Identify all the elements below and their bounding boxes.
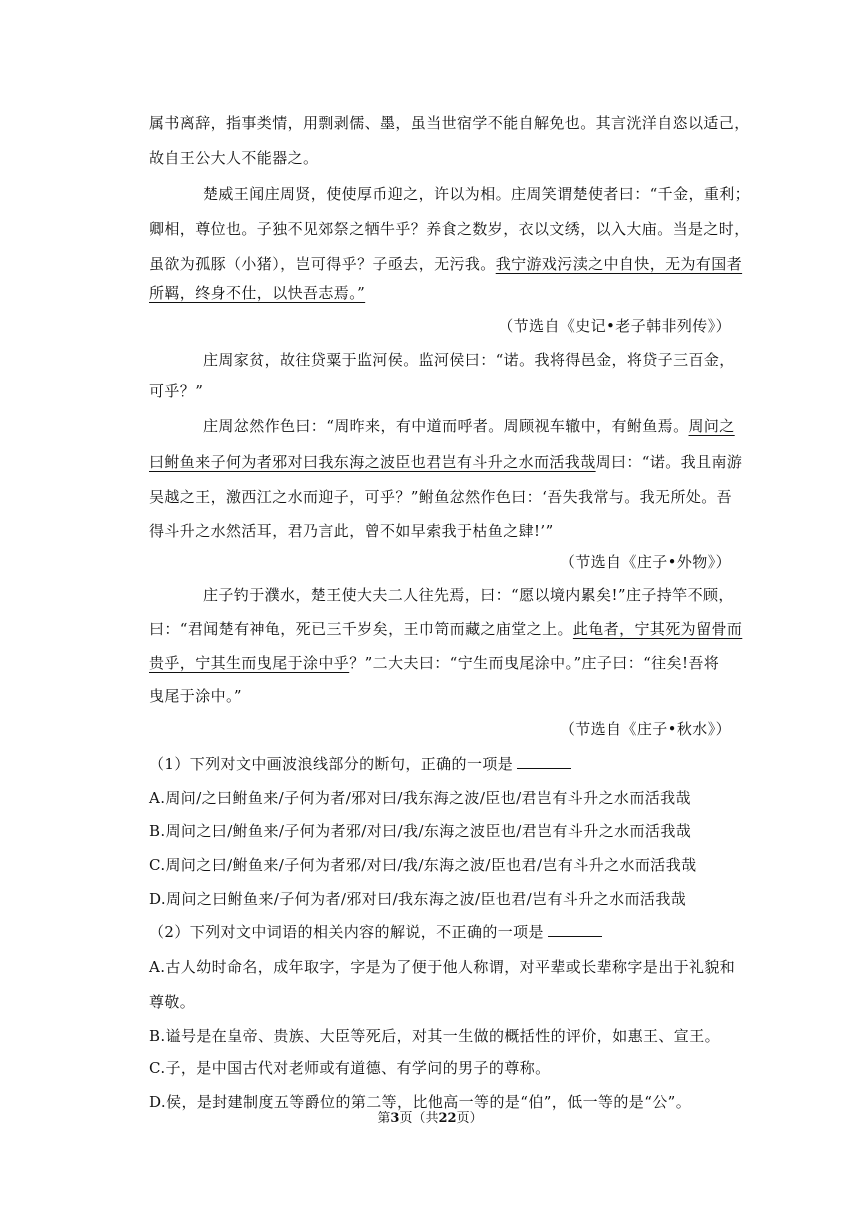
- text-line: 故自王公大人不能器之。: [149, 149, 319, 167]
- text-span: 周曰：“诺。我且南游: [595, 453, 743, 471]
- underlined-text: 此龟者，宁其死为留骨而: [572, 620, 743, 638]
- text-span: ？”二大夫曰：“宁生而曳尾涂中。”庄子曰：“往矣!吾将: [349, 654, 720, 672]
- footer-text: 第: [377, 1111, 391, 1126]
- option-d: D.侯，是封建制度五等爵位的第二等，比他高一等的是“伯”，低一等的是“公”。: [149, 1093, 692, 1111]
- text-line: 吴越之王，激西江之水而迎子，可乎？”鲋鱼忿然作色曰：‘吾失我常与。我无所处。吾: [149, 488, 733, 506]
- text-line: 曳尾于涂中。”: [149, 687, 242, 705]
- page-number: 3: [390, 1111, 400, 1126]
- option-d: D.周问之曰鲋鱼来/子何为者/邪对曰/我东海之波/臣也君/岂有斗升之水而活我哉: [149, 890, 687, 908]
- underlined-text: 所羁，终身不仕，以快吾志焉。”: [149, 284, 366, 302]
- answer-blank[interactable]: [517, 754, 571, 769]
- option-c: C.子，是中国古代对老师或有道德、有学问的男子的尊称。: [149, 1059, 551, 1077]
- total-pages: 22: [438, 1111, 457, 1126]
- source-citation: （节选自《庄子•外物》）: [559, 553, 731, 571]
- text-line: 可乎？”: [149, 382, 204, 400]
- option-b: B.周问之曰/鲋鱼来/子何为者邪/对曰/我/东海之波臣也/君岂有斗升之水而活我哉: [149, 822, 692, 840]
- question-text: （1）下列对文中画波浪线部分的断句，正确的一项是: [149, 755, 514, 773]
- underlined-text: 周问之: [688, 417, 735, 435]
- text-line: 楚威王闻庄周贤，使使厚币迎之，许以为相。庄周笑谓楚使者曰：“千金，重利；: [203, 185, 751, 203]
- question-1-stem: [149, 754, 731, 774]
- text-line: 庄子钓于濮水，楚王使大夫二人往先焉，曰：“愿以境内累矣!”庄子持竿不顾，: [203, 586, 734, 604]
- text-line: [149, 283, 731, 303]
- question-text: （2）下列对文中词语的相关内容的解说，不正确的一项是: [149, 923, 544, 941]
- question-2-stem: [149, 922, 731, 942]
- text-line: 庄周家贫，故往贷粟于监河侯。监河侯曰：“诺。我将得邑金，将贷子三百金，: [203, 351, 735, 369]
- text-line: 得斗升之水然活耳，君乃言此，曾不如早索我于枯鱼之肆!’”: [149, 522, 554, 540]
- footer-text: 页）: [456, 1111, 483, 1126]
- option-b: B.谥号是在皇帝、贵族、大臣等死后，对其一生做的概括性的评价，如惠王、宣王。: [149, 1027, 720, 1045]
- text-line: 属书离辞，指事类情，用剽剥儒、墨，虽当世宿学不能自解免也。其言洸洋自恣以适己，: [149, 114, 750, 132]
- text-span: 虽欲为孤豚（小猪），岂可得乎？子亟去，无污我。: [149, 255, 496, 273]
- underlined-text: 曰鲋鱼来子何为者邪对曰我东海之波臣也君岂有斗升之水而活我哉: [149, 453, 596, 471]
- text-line: [149, 254, 743, 274]
- text-line: [203, 416, 735, 436]
- underlined-text: 我宁游戏污渎之中自快，无为有国者: [495, 255, 743, 273]
- option-a: A.周问/之曰鲋鱼来/子何为者/邪对曰/我东海之波/臣也/君岂有斗升之水而活我哉: [149, 789, 691, 807]
- text-span: 庄周忿然作色曰：“周昨来，有中道而呼者。周顾视车辙中，有鲋鱼焉。: [203, 417, 689, 435]
- underlined-text: 贵乎，宁其生而曳尾于涂中乎: [149, 654, 350, 672]
- text-span: 曰：“君闻楚有神龟，死已三千岁矣，王巾笥而藏之庙堂之上。: [149, 620, 573, 638]
- option-a: A.古人幼时命名，成年取字，字是为了便于他人称谓，对平辈或长辈称字是出于礼貌和: [149, 958, 736, 976]
- option-c: C.周问之曰/鲋鱼来/子何为者邪/对曰/我/东海之波/臣也君/岂有斗升之水而活我哉: [149, 856, 697, 874]
- footer-text: 页（共: [399, 1111, 439, 1126]
- text-line: [149, 653, 731, 673]
- text-line: 卿相，尊位也。子独不见郊祭之牺牛乎？养食之数岁，衣以文绣，以入大庙。当是之时，: [149, 220, 750, 238]
- page-footer: [0, 1110, 860, 1128]
- source-citation: （节选自《史记•老子韩非列传》）: [498, 317, 731, 335]
- option-a-continued: 尊敬。: [149, 993, 196, 1011]
- source-citation: （节选自《庄子•秋水》）: [559, 720, 731, 738]
- answer-blank[interactable]: [548, 922, 602, 937]
- text-line: [149, 452, 743, 472]
- text-line: [149, 619, 743, 639]
